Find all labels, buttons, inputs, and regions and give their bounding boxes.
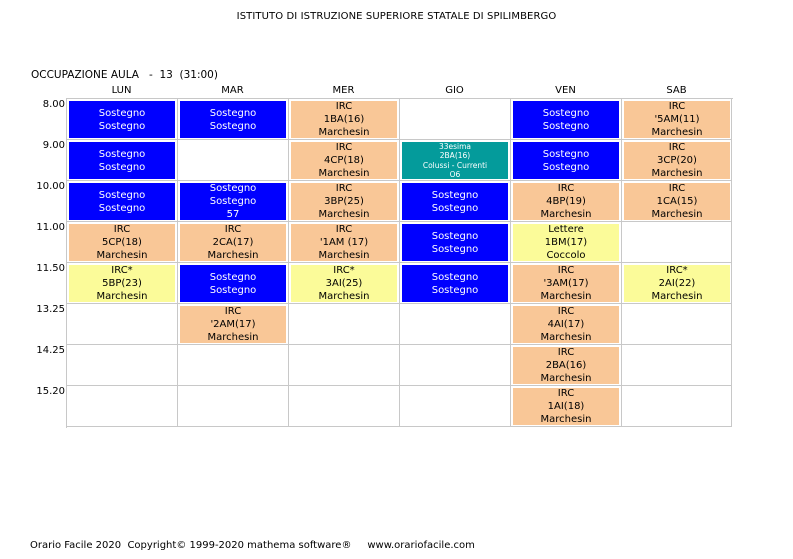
- room-occupancy-title: OCCUPAZIONE AULA - 13 (31:00): [31, 69, 218, 81]
- lesson-block: [180, 265, 286, 302]
- lesson-line: Sostegno: [431, 189, 479, 201]
- day-header-mar: MAR: [221, 85, 244, 96]
- lesson-line: 4AI(17): [547, 319, 585, 330]
- lesson-line: Sostegno: [209, 196, 257, 207]
- lesson-line: IRC*: [333, 265, 355, 276]
- lesson-block: [291, 265, 397, 302]
- timetable-cell: [400, 386, 511, 427]
- lesson-block: [69, 224, 175, 261]
- time-label: 14.25: [36, 345, 65, 356]
- lesson-block: [402, 265, 508, 302]
- lesson-line: Sostegno: [542, 107, 590, 119]
- lesson-line: IRC: [668, 101, 686, 112]
- lesson-line: O6: [449, 170, 461, 179]
- lesson-line: 4BP(19): [546, 196, 586, 207]
- lesson-line: IRC: [113, 224, 131, 235]
- time-label: 10.00: [36, 181, 65, 192]
- timetable-cell: [178, 140, 289, 181]
- lesson-line: Marchesin: [540, 414, 592, 425]
- lesson-line: IRC*: [666, 265, 688, 276]
- lesson-block: [513, 306, 619, 343]
- lesson-block: [513, 265, 619, 302]
- lesson-line: IRC: [335, 142, 353, 153]
- day-header-lun: LUN: [111, 85, 132, 96]
- school-title: ISTITUTO DI ISTRUZIONE SUPERIORE STATALE DI SPILIMBERGO: [236, 11, 557, 22]
- lesson-block: [402, 224, 508, 261]
- lesson-line: Marchesin: [318, 209, 370, 220]
- lesson-line: 2BA(16): [545, 360, 587, 371]
- lesson-line: Sostegno: [542, 148, 590, 160]
- lesson-line: IRC: [224, 224, 242, 235]
- lesson-line: '5AM(11): [654, 114, 700, 125]
- lesson-line: Sostegno: [542, 120, 590, 132]
- lesson-line: IRC: [557, 347, 575, 358]
- timetable-cell: [289, 304, 400, 345]
- lesson-block: [291, 142, 397, 179]
- time-label: 15.20: [36, 386, 65, 397]
- lesson-line: Sostegno: [431, 284, 479, 296]
- timetable-grid: [66, 98, 733, 428]
- timetable-cell: [67, 386, 178, 427]
- lesson-line: 1CA(15): [656, 196, 698, 207]
- lesson-line: Sostegno: [431, 230, 479, 242]
- lesson-line: IRC: [668, 183, 686, 194]
- time-label: 9.00: [42, 140, 65, 151]
- lesson-block: [513, 388, 619, 425]
- day-header-mer: MER: [332, 85, 355, 96]
- lesson-line: IRC: [668, 142, 686, 153]
- lesson-line: IRC: [557, 183, 575, 194]
- day-header-ven: VEN: [555, 85, 576, 96]
- lesson-line: 1BM(17): [544, 237, 588, 248]
- lesson-line: Marchesin: [651, 291, 703, 302]
- lesson-line: 3BP(25): [324, 196, 364, 207]
- lesson-line: Sostegno: [98, 120, 146, 132]
- lesson-block: [513, 183, 619, 220]
- lesson-line: Sostegno: [209, 107, 257, 119]
- lesson-block: [513, 101, 619, 138]
- lesson-line: Marchesin: [318, 291, 370, 302]
- lesson-line: Sostegno: [98, 148, 146, 160]
- lesson-line: 2BA(16): [439, 151, 471, 160]
- lesson-line: '1AM (17): [319, 237, 369, 248]
- lesson-line: '3AM(17): [543, 278, 589, 289]
- lesson-line: Marchesin: [207, 332, 259, 343]
- lesson-line: Sostegno: [431, 271, 479, 283]
- timetable-cell: [289, 386, 400, 427]
- time-label: 11.00: [36, 222, 65, 233]
- lesson-line: Sostegno: [209, 271, 257, 283]
- timetable-cell: [289, 345, 400, 386]
- timetable-cell: [178, 345, 289, 386]
- time-label: 11.50: [36, 263, 65, 274]
- lesson-line: Colussi - Currenti: [422, 160, 488, 170]
- lesson-block: [513, 347, 619, 384]
- timetable-cell: [400, 99, 511, 140]
- lesson-line: Marchesin: [540, 209, 592, 220]
- lesson-line: Marchesin: [207, 250, 259, 261]
- lesson-line: Sostegno: [431, 243, 479, 255]
- lesson-line: Sostegno: [209, 183, 257, 194]
- lesson-line: IRC: [557, 306, 575, 317]
- lesson-block: [402, 183, 508, 220]
- lesson-line: Marchesin: [318, 168, 370, 179]
- lesson-line: IRC: [557, 388, 575, 399]
- lesson-line: Marchesin: [540, 373, 592, 384]
- lesson-block: [180, 306, 286, 343]
- lesson-line: 57: [226, 209, 240, 220]
- lesson-block: [513, 142, 619, 179]
- timetable-cell: [622, 386, 732, 427]
- lesson-line: 1BA(16): [323, 114, 365, 125]
- lesson-block: [69, 101, 175, 138]
- lesson-line: IRC: [335, 224, 353, 235]
- lesson-block: [402, 142, 508, 179]
- lesson-block: [624, 265, 730, 302]
- time-label: 8.00: [42, 99, 65, 110]
- lesson-line: IRC: [335, 101, 353, 112]
- lesson-line: Sostegno: [98, 107, 146, 119]
- lesson-line: Sostegno: [98, 189, 146, 201]
- lesson-block: [513, 224, 619, 261]
- lesson-line: 33esima: [438, 142, 472, 151]
- lesson-line: 5CP(18): [102, 237, 142, 248]
- lesson-line: Sostegno: [209, 120, 257, 132]
- day-header-sab: SAB: [666, 85, 687, 96]
- lesson-line: Coccolo: [546, 250, 586, 261]
- lesson-block: [69, 183, 175, 220]
- lesson-block: [180, 183, 286, 220]
- lesson-block: [624, 142, 730, 179]
- lesson-block: [291, 101, 397, 138]
- timetable-cell: [67, 345, 178, 386]
- lesson-line: 3CP(20): [657, 155, 697, 166]
- lesson-line: Marchesin: [96, 291, 148, 302]
- timetable-cell: [622, 222, 732, 263]
- timetable-cell: [178, 386, 289, 427]
- lesson-line: 2CA(17): [212, 237, 254, 248]
- lesson-line: Marchesin: [318, 250, 370, 261]
- lesson-line: Marchesin: [318, 127, 370, 138]
- lesson-block: [180, 224, 286, 261]
- lesson-line: IRC: [224, 306, 242, 317]
- lesson-line: 2AI(22): [658, 278, 696, 289]
- lesson-block: [624, 101, 730, 138]
- timetable-cell: [622, 304, 732, 345]
- timetable-cell: [400, 304, 511, 345]
- lesson-line: Sostegno: [98, 161, 146, 173]
- lesson-line: Lettere: [548, 224, 584, 235]
- lesson-line: Sostegno: [209, 284, 257, 296]
- lesson-line: IRC*: [111, 265, 133, 276]
- lesson-line: IRC: [335, 183, 353, 194]
- lesson-line: Sostegno: [98, 202, 146, 214]
- lesson-block: [624, 183, 730, 220]
- lesson-line: 1AI(18): [547, 401, 585, 412]
- lesson-line: 3AI(25): [325, 278, 363, 289]
- lesson-line: '2AM(17): [210, 319, 256, 330]
- lesson-block: [180, 101, 286, 138]
- lesson-block: [291, 224, 397, 261]
- lesson-line: Marchesin: [540, 291, 592, 302]
- timetable-cell: [622, 345, 732, 386]
- lesson-line: Sostegno: [431, 202, 479, 214]
- timetable-cell: [67, 304, 178, 345]
- lesson-line: Marchesin: [540, 332, 592, 343]
- lesson-line: Marchesin: [651, 168, 703, 179]
- lesson-block: [291, 183, 397, 220]
- time-label: 13.25: [36, 304, 65, 315]
- day-header-gio: GIO: [445, 85, 464, 96]
- lesson-line: Marchesin: [96, 250, 148, 261]
- timetable-cell: [400, 345, 511, 386]
- lesson-line: Marchesin: [651, 127, 703, 138]
- lesson-line: IRC: [557, 265, 575, 276]
- lesson-line: 4CP(18): [324, 155, 364, 166]
- lesson-line: Sostegno: [542, 161, 590, 173]
- footer-copyright: Orario Facile 2020 Copyright© 1999-2020 mathema software® www.orariofacile.com: [30, 540, 475, 551]
- lesson-line: Marchesin: [651, 209, 703, 220]
- lesson-block: [69, 265, 175, 302]
- lesson-line: 5BP(23): [102, 278, 142, 289]
- lesson-block: [69, 142, 175, 179]
